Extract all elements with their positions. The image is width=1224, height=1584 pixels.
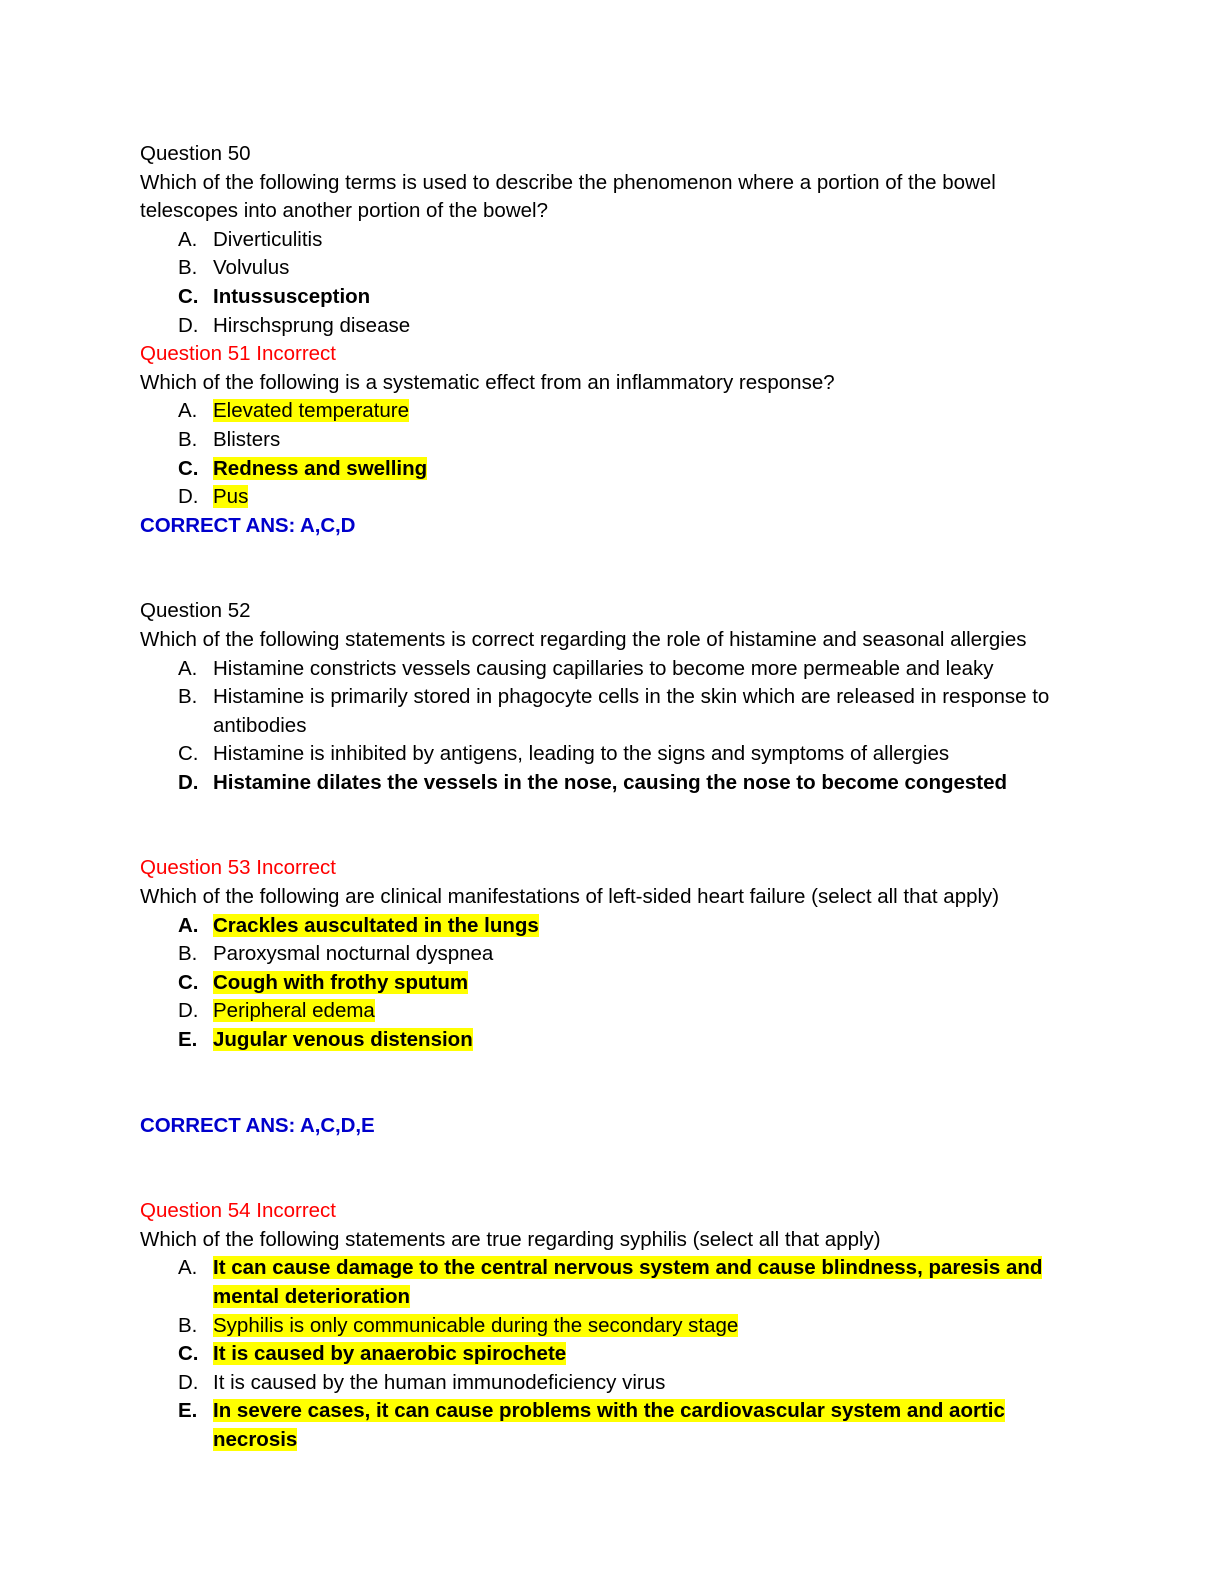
option-item[interactable] (140, 940, 1074, 969)
option-text: Elevated temperature (213, 399, 410, 423)
option-text: Cough with frothy sputum (213, 970, 469, 994)
option-text: Pus (213, 485, 249, 509)
option-marker: B. (178, 685, 198, 709)
option-item[interactable] (140, 969, 1074, 998)
section-spacer (140, 540, 1074, 597)
option-text: Intussusception (213, 284, 371, 308)
option-item[interactable] (140, 997, 1074, 1026)
option-marker: C. (178, 1342, 199, 1366)
question-heading-53: Question 53 Incorrect (140, 856, 336, 880)
option-item[interactable] (140, 912, 1074, 941)
option-text: Peripheral edema (213, 999, 375, 1023)
option-text: Redness and swelling (213, 456, 428, 480)
question-block-50 (140, 140, 1074, 340)
option-text: Histamine dilates the vessels in the nose, causing the nose to become congested (213, 770, 1008, 794)
option-marker: A. (178, 227, 198, 251)
option-item[interactable] (140, 1312, 1074, 1341)
option-text: Histamine is primarily stored in phagocyte cells in the skin which are released in response to antibodies (213, 685, 1050, 737)
option-text: In severe cases, it can cause problems with the cardiovascular system and aortic necrosis (213, 1399, 1005, 1451)
option-text: It is caused by the human immunodeficiency virus (213, 1370, 666, 1394)
option-item[interactable] (140, 769, 1074, 798)
option-text: Volvulus (213, 256, 290, 280)
correct-answer-53: CORRECT ANS: A,C,D,E (140, 1113, 375, 1137)
option-marker: E. (178, 1399, 198, 1423)
option-text: Jugular venous distension (213, 1028, 473, 1052)
option-item[interactable] (140, 397, 1074, 426)
option-item[interactable] (140, 1397, 1074, 1454)
option-item[interactable] (140, 455, 1074, 484)
option-text: Histamine is inhibited by antigens, leading to the signs and symptoms of allergies (213, 742, 950, 766)
option-marker: E. (178, 1028, 198, 1052)
option-marker: B. (178, 1313, 198, 1337)
question-stem-54: Which of the following statements are true regarding syphilis (select all that apply) (140, 1227, 881, 1251)
option-marker: D. (178, 313, 199, 337)
question-stem-51: Which of the following is a systematic effect from an inflammatory response? (140, 370, 835, 394)
option-item[interactable] (140, 1369, 1074, 1398)
option-marker: C. (178, 284, 199, 308)
option-text: Blisters (213, 427, 281, 451)
option-item[interactable] (140, 283, 1074, 312)
option-marker: A. (178, 399, 198, 423)
correct-answer-51: CORRECT ANS: A,C,D (140, 513, 356, 537)
option-marker: B. (178, 942, 198, 966)
question-stem-53: Which of the following are clinical manifestations of left-sided heart failure (select all that apply) (140, 885, 1000, 909)
option-marker: C. (178, 742, 199, 766)
option-marker: B. (178, 427, 198, 451)
option-list-52 (140, 655, 1074, 798)
option-item[interactable] (140, 1254, 1074, 1311)
answer-spacer (140, 1055, 1074, 1112)
question-heading-50: Question 50 (140, 142, 251, 165)
document-body (140, 140, 1074, 1455)
question-heading-54: Question 54 Incorrect (140, 1199, 336, 1223)
option-marker: A. (178, 913, 199, 937)
question-block-54 (140, 1197, 1074, 1454)
option-text: Hirschsprung disease (213, 313, 411, 337)
option-item[interactable] (140, 254, 1074, 283)
option-list-51 (140, 397, 1074, 511)
question-stem-50: Which of the following terms is used to describe the phenomenon where a portion of the bowel telescopes into another portion of the bowel? (140, 170, 996, 223)
question-block-53 (140, 854, 1074, 1140)
option-marker: B. (178, 256, 198, 280)
option-text: It is caused by anaerobic spirochete (213, 1342, 567, 1366)
option-item[interactable] (140, 683, 1074, 740)
question-heading-52: Question 52 (140, 599, 251, 623)
option-marker: C. (178, 456, 199, 480)
option-text: Diverticulitis (213, 227, 323, 251)
option-text: Syphilis is only communicable during the secondary stage (213, 1313, 739, 1337)
option-list-50 (140, 226, 1074, 340)
option-marker: D. (178, 770, 199, 794)
option-item[interactable] (140, 426, 1074, 455)
option-item[interactable] (140, 312, 1074, 341)
option-item[interactable] (140, 1340, 1074, 1369)
option-item[interactable] (140, 740, 1074, 769)
question-stem-52: Which of the following statements is correct regarding the role of histamine and seasonal allergies (140, 627, 1027, 651)
option-marker: A. (178, 656, 198, 680)
option-text: Crackles auscultated in the lungs (213, 913, 539, 937)
option-item[interactable] (140, 483, 1074, 512)
question-block-51 (140, 340, 1074, 540)
option-marker: D. (178, 999, 199, 1023)
option-marker: A. (178, 1256, 198, 1280)
option-text: It can cause damage to the central nervous system and cause blindness, paresis and mental deterioration (213, 1256, 1043, 1308)
question-heading-51: Question 51 Incorrect (140, 342, 336, 366)
option-marker: D. (178, 1370, 199, 1394)
option-item[interactable] (140, 655, 1074, 684)
option-list-54 (140, 1254, 1074, 1454)
option-marker: D. (178, 485, 199, 509)
option-item[interactable] (140, 226, 1074, 255)
section-spacer (140, 1140, 1074, 1197)
section-spacer (140, 797, 1074, 854)
option-marker: C. (178, 970, 199, 994)
option-text: Paroxysmal nocturnal dyspnea (213, 942, 494, 966)
question-block-52 (140, 597, 1074, 797)
option-item[interactable] (140, 1026, 1074, 1055)
option-list-53 (140, 912, 1074, 1055)
option-text: Histamine constricts vessels causing capillaries to become more permeable and leaky (213, 656, 994, 680)
